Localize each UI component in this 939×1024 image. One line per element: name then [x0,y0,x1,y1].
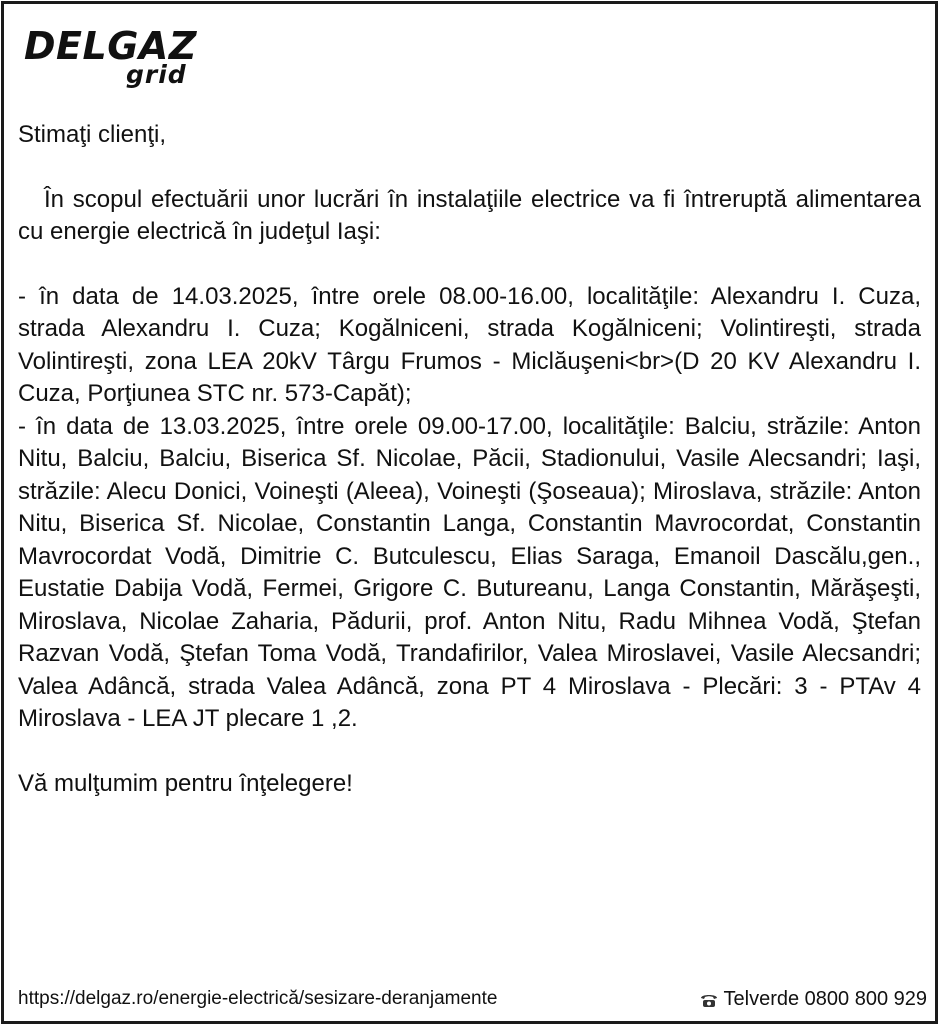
outage-item: - în data de 14.03.2025, între orele 08.00-16.00, localităţile: Alexandru I. Cuza, strada Alexandru I. Cuza; Kogălniceni, strada Kogălniceni; Volintireşti, strada Volintireşti, zona LEA 20kV Târgu Frumos - Miclăuşeni<br>(D 20 KV Alexandru I. Cuza, Porţiunea STC nr. 573-Capăt); [18,282,921,407]
outage-item: - în data de 13.03.2025, între orele 09.00-17.00, localităţile: Balciu, străzile: Anton Nitu, Balciu, Balciu, Biserica Sf. Nicolae, Păcii, Stadionului, Vasile Alecsandri; Iaşi, străzile: Alecu Donici, Voineşti (Aleea), Voineşti (Şoseaua); Miroslava, străzile: Anton Nitu, Biserica Sf. Nicolae, Constantin Langa, Constantin Mavrocordat, Constantin Mavrocordat Vodă, Dimitrie C. Butculescu, Elias Saraga, Emanoil Dascălu,gen., Eustatie Dabija Vodă, Fermei, Grigore C. Butureanu, Langa Constantin, Mărăşeşti, Miroslava, Nicolae Zaharia, Pădurii, prof. Anton Nitu, Radu Mihnea Vodă, Ştefan Razvan Vodă, Ştefan Toma Vodă, Trandafirilor, Valea Miroslavei, Vasile Alecsandri; Valea Adâncă, strada Valea Adâncă, zona PT 4 Miroslava - Plecări: 3 - PTAv 4 Miroslava - LEA JT plecare 1 ,2. [18,412,921,732]
notice-frame [1,1,938,1024]
closing-line: Vă mulţumim pentru înţelegere! [18,769,353,797]
delgaz-grid-logo [22,24,212,94]
intro-paragraph: În scopul efectuării unor lucrări în instalaţiile electrice va fi întreruptă alimentarea cu energie electrică în judeţul Iaşi: [18,185,921,245]
helpline-number: Telverde 0800 800 929 [723,988,927,1010]
telephone-icon [700,992,718,1008]
helpline [700,988,928,1011]
letter-body [18,119,921,800]
logo-subtitle: grid [126,60,187,89]
logo-wordmark: DELGAZ [24,24,197,68]
greeting: Stimaţi clienţi, [18,121,167,148]
report-issue-link[interactable]: https://delgaz.ro/energie-electrică/sesizare-deranjamente [18,988,498,1009]
